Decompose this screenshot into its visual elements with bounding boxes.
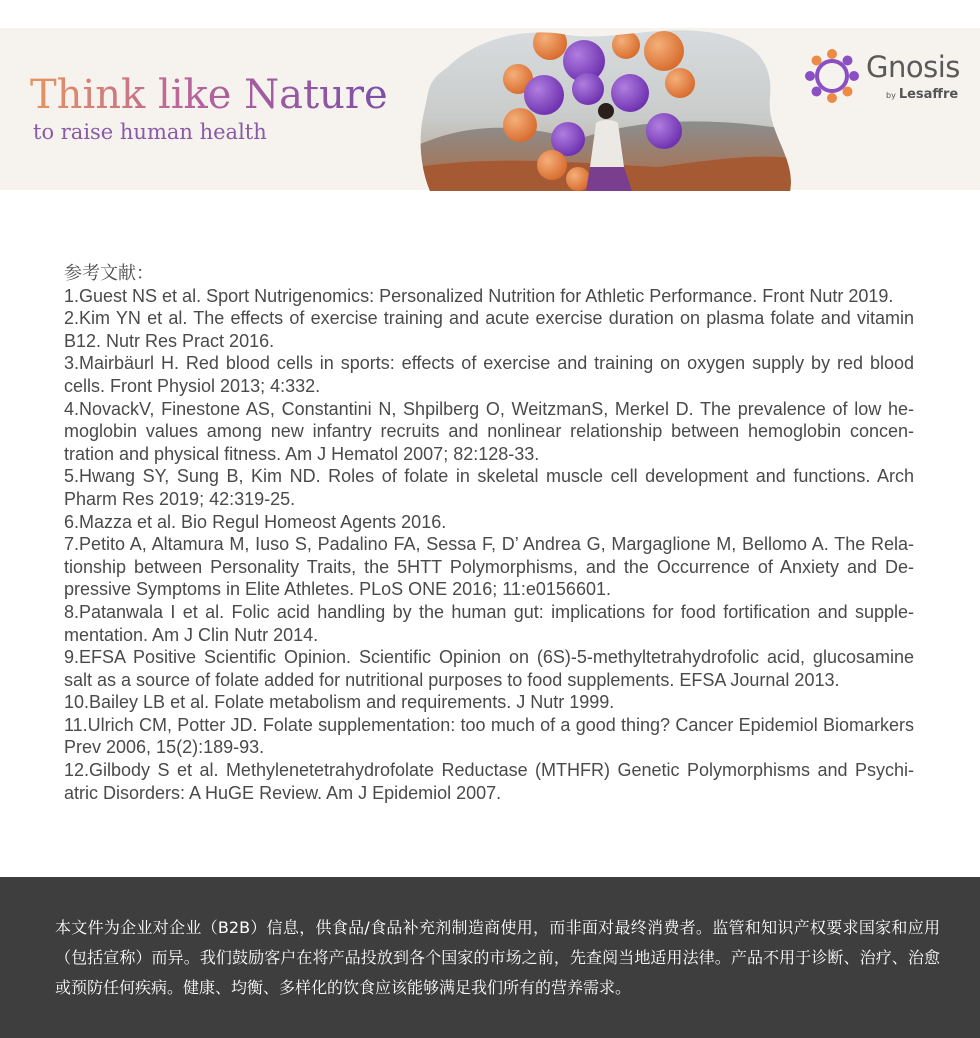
gnosis-logo — [804, 44, 974, 108]
reference-item: 5.Hwang SY, Sung B, Kim ND. Roles of folate in skeletal muscle cell development and functions. Arch Pharm Res 2019; 42:319-25. — [64, 466, 914, 509]
disclaimer-footer — [0, 877, 980, 1038]
reference-item: 2.Kim YN et al. The effects of exercise training and acute exercise duration on plasma folate and vitamin B12. Nutr Res Pract 2016. — [64, 308, 914, 351]
references-section — [64, 262, 914, 804]
reference-item: 7.Petito A, Altamura M, Iuso S, Padalino FA, Sessa F, D’ Andrea G, Margaglione M, Bellomo A. The Relationship between Personality Traits, the 5HTT Polymorphisms, and the Occurrence of Anxiety and Depressive Symptoms in Elite Athletes. PLoS ONE 2016; 11:e0156601. — [64, 534, 914, 600]
reference-item: 3.Mairbäurl H. Red blood cells in sports: effects of exercise and training on oxygen supply by red blood cells. Front Physiol 2013; 4:332. — [64, 353, 914, 396]
logo-company: Lesaffre — [898, 87, 959, 102]
gnosis-logo-icon — [804, 48, 860, 104]
reference-item: 1.Guest NS et al. Sport Nutrigenomics: Personalized Nutrition for Athletic Performance. Front Nutr 2019. — [64, 285, 894, 306]
hero-banner — [0, 0, 980, 190]
reference-item: 11.Ulrich CM, Potter JD. Folate supplementation: too much of a good thing? Cancer Epidemiol Biomarkers Prev 2006, 15(2):189-93. — [64, 714, 914, 758]
reference-item: 10.Bailey LB et al. Folate metabolism and requirements. J Nutr 1999. — [64, 692, 615, 713]
disclaimer-text: 本文件为企业对企业（B2B）信息，供食品/食品补充剂制造商使用，而非面对最终消费者。监管和知识产权要求国家和应用（包括宣称）而异。我们鼓励客户在将产品投放到各个国家的市场之前，先查阅当地适用法律。产品不用于诊断、治疗、治愈或预防任何疾病。健康、均衡、多样化的饮食应该能够满足我们所有的营养需求。 — [55, 918, 940, 997]
logo-byline — [886, 87, 958, 102]
reference-item: 4.NovackV, Finestone AS, Constantini N, Shpilberg O, WeitzmanS, Merkel D. The prevalence of low hemoglobin values among new infantry recruits and nonlinear relationship between hemoglobin concentration and physical fitness. Am J Hematol 2007; 82:128-33. — [64, 398, 914, 464]
reference-item: 8.Patanwala I et al. Folic acid handling by the human gut: implications for food fortification and supplementation. Am J Clin Nutr 2014. — [64, 601, 914, 645]
reference-item: 6.Mazza et al. Bio Regul Homeost Agents 2016. — [64, 511, 447, 532]
banner-subtagline: to raise human health — [33, 120, 267, 144]
banner-top-margin — [0, 0, 980, 28]
banner-tagline: Think like Nature — [30, 72, 388, 118]
hero-illustration — [418, 27, 800, 191]
logo-wordmark: Gnosis — [866, 50, 960, 84]
reference-item: 12.Gilbody S et al. Methylenetetrahydrofolate Reductase (MTHFR) Genetic Polymorphisms and Psychiatric Disorders: A HuGE Review. Am J Epidemiol 2007. — [64, 760, 914, 803]
references-heading: 参考文献： — [64, 263, 154, 283]
logo-by-word: by — [886, 91, 896, 100]
reference-item: 9.EFSA Positive Scientific Opinion. Scientific Opinion on (6S)-5-methyltetrahydrofolic acid, glucosamine salt as a source of folate added for nutritional purposes to food supplements. EFSA Journal 2013. — [64, 647, 914, 690]
